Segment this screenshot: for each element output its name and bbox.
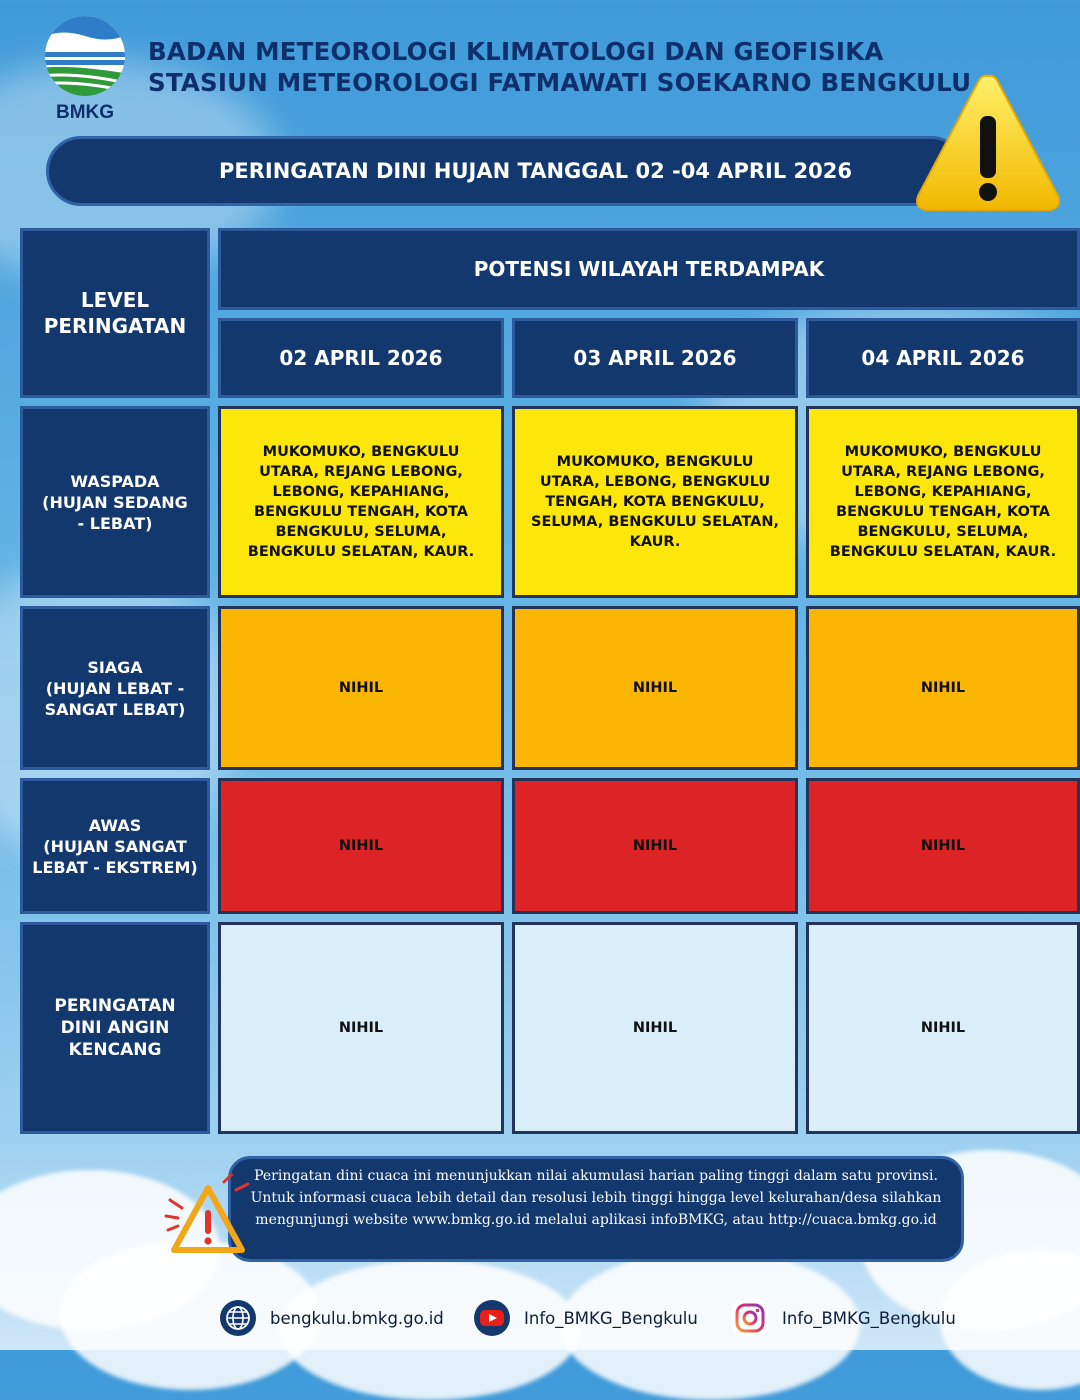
title-banner	[46, 136, 966, 206]
footer-youtube[interactable]	[474, 1300, 698, 1336]
date-header: 03 APRIL 2026	[512, 318, 798, 398]
table-cell: NIHIL	[806, 922, 1080, 1134]
footer-instagram[interactable]	[732, 1300, 956, 1336]
date-header: 02 APRIL 2026	[218, 318, 504, 398]
disclaimer-note: Peringatan dini cuaca ini menunjukkan nilai akumulasi harian paling tinggi dalam satu provinsi. Untuk informasi cuaca lebih detail dan resolusi lebih tinggi hingga level kelurahan/desa silahkan mengunjungi website www.bmkg.go.id melalui aplikasi infoBMKG, atau http://cuaca.bmkg.go.id	[228, 1156, 964, 1262]
level-waspada: WASPADA (HUJAN SEDANG - LEBAT)	[20, 406, 210, 598]
globe-icon	[220, 1300, 256, 1336]
level-angin-kencang: PERINGATAN DINI ANGIN KENCANG	[20, 922, 210, 1134]
table-cell: NIHIL	[218, 606, 504, 770]
table-cell: NIHIL	[512, 606, 798, 770]
station-name: STASIUN METEOROLOGI FATMAWATI SOEKARNO BENGKULU	[148, 68, 972, 97]
alert-triangle-icon	[162, 1174, 254, 1260]
level-siaga: SIAGA (HUJAN LEBAT - SANGAT LEBAT)	[20, 606, 210, 770]
table-cell: NIHIL	[512, 778, 798, 914]
agency-header	[148, 36, 971, 98]
date-header: 04 APRIL 2026	[806, 318, 1080, 398]
website-link[interactable]: bengkulu.bmkg.go.id	[270, 1308, 444, 1328]
table-cell: MUKOMUKO, BENGKULU UTARA, REJANG LEBONG, LEBONG, KEPAHIANG, BENGKULU TENGAH, KOTA BENGKULU, SELUMA, BENGKULU SELATAN, KAUR.	[806, 406, 1080, 598]
table-cell: NIHIL	[218, 922, 504, 1134]
table-cell: MUKOMUKO, BENGKULU UTARA, REJANG LEBONG, LEBONG, KEPAHIANG, BENGKULU TENGAH, KOTA BENGKULU, SELUMA, BENGKULU SELATAN, KAUR.	[218, 406, 504, 598]
agency-name: BADAN METEOROLOGI KLIMATOLOGI DAN GEOFISIKA	[148, 37, 884, 66]
table-cell: MUKOMUKO, BENGKULU UTARA, LEBONG, BENGKULU TENGAH, KOTA BENGKULU, SELUMA, BENGKULU SELATAN, KAUR.	[512, 406, 798, 598]
svg-text:BMKG: BMKG	[55, 102, 115, 120]
footer-website[interactable]	[220, 1300, 444, 1336]
level-header: LEVEL PERINGATAN	[20, 228, 210, 398]
instagram-handle[interactable]: Info_BMKG_Bengkulu	[782, 1308, 956, 1328]
table-cell: NIHIL	[512, 922, 798, 1134]
warning-triangle-icon	[912, 70, 1064, 216]
table-cell: NIHIL	[806, 606, 1080, 770]
bmkg-logo	[40, 14, 130, 120]
level-awas: AWAS (HUJAN SANGAT LEBAT - EKSTREM)	[20, 778, 210, 914]
table-cell: NIHIL	[218, 778, 504, 914]
youtube-handle[interactable]: Info_BMKG_Bengkulu	[524, 1308, 698, 1328]
youtube-icon	[474, 1300, 510, 1336]
instagram-icon	[732, 1300, 768, 1336]
potensi-header: POTENSI WILAYAH TERDAMPAK	[218, 228, 1080, 310]
page-title: PERINGATAN DINI HUJAN TANGGAL 02 -04 APRIL 2026	[219, 159, 853, 183]
table-cell: NIHIL	[806, 778, 1080, 914]
